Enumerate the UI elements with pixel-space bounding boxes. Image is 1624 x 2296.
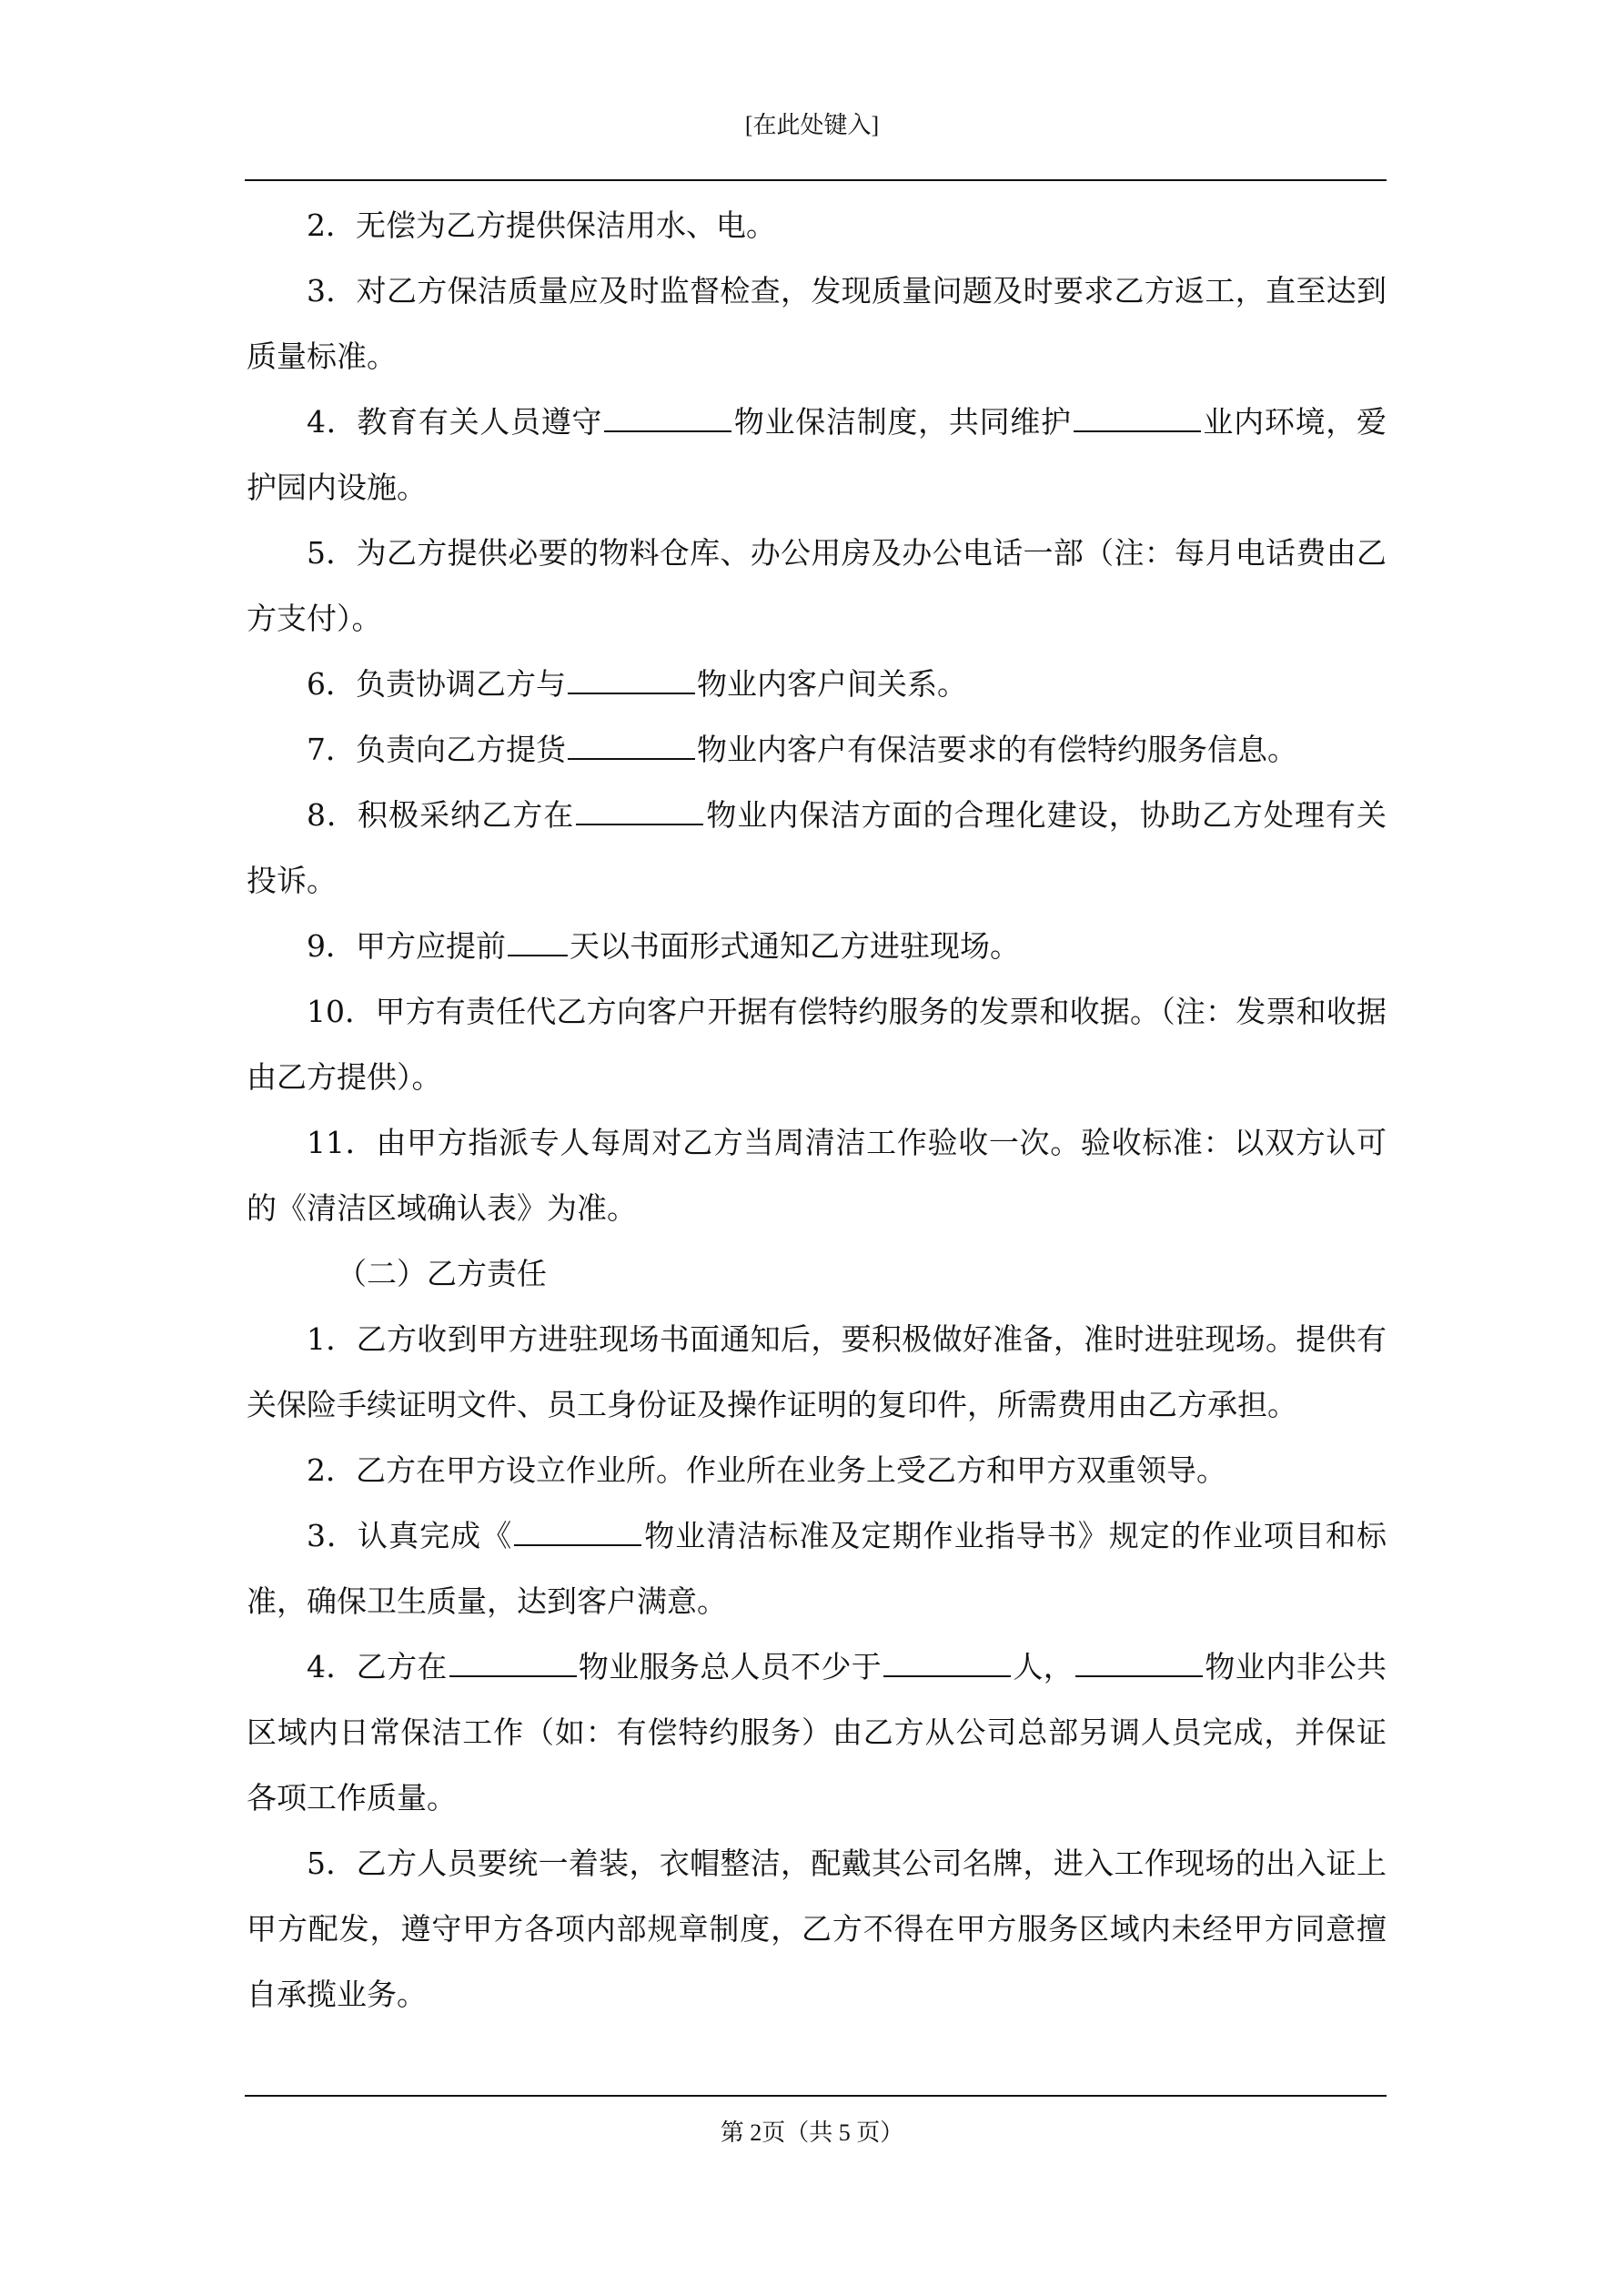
text-segment: 物业内保洁方面的合理化建设，协助乙方处理有关投诉。 — [247, 797, 1387, 898]
fill-in-blank — [1075, 1648, 1203, 1677]
clause-a5: 5．为乙方提供必要的物料仓库、办公用房及办公电话一部（注：每月电话费由乙方支付）。 — [247, 535, 1387, 636]
fill-in-blank — [514, 1517, 641, 1546]
text-segment: 业内环境，爱护园内设施。 — [247, 404, 1387, 505]
section-heading: （二）乙方责任 — [337, 1256, 547, 1291]
text-segment: 物业内客户有保洁要求的有偿特约服务信息。 — [697, 732, 1297, 767]
clause-a8 — [247, 783, 1387, 914]
clause-b5: 5．乙方人员要统一着装，衣帽整洁，配戴其公司名牌，进入工作现场的出入证上甲方配发，遵守甲方各项内部规章制度，乙方不得在甲方服务区域内未经甲方同意擅自承揽业务。 — [247, 1846, 1387, 2012]
page-header: [在此处键入] — [744, 112, 880, 138]
clause-b2: 2．乙方在甲方设立作业所。作业所在业务上受乙方和甲方双重领导。 — [307, 1452, 1226, 1488]
text-segment: 3．认真完成《 — [307, 1518, 513, 1553]
clause-a10: 10．甲方有责任代乙方向客户开据有偿特约服务的发票和收据。（注：发票和收据由乙方提供）。 — [247, 994, 1387, 1095]
text-segment: 物业内非公共区域内日常保洁工作（如：有偿特约服务）由乙方从公司总部另调人员完成，并保证各项工作质量。 — [247, 1649, 1387, 1816]
clause-a6 — [247, 652, 1387, 717]
fill-in-blank — [1074, 403, 1201, 432]
document-body — [247, 193, 1387, 2028]
page-number: 第 2页（共 5 页） — [720, 2119, 904, 2146]
fill-in-blank — [568, 665, 695, 694]
fill-in-blank — [883, 1648, 1011, 1677]
fill-in-blank — [604, 403, 731, 432]
text-segment: 物业清洁标准及定期作业指导书》规定的作业项目和标准，确保卫生质量，达到客户满意。 — [247, 1518, 1387, 1619]
text-segment: 人， — [1013, 1649, 1074, 1684]
fill-in-blank — [508, 927, 568, 956]
fill-in-blank — [449, 1648, 577, 1677]
clause-a3: 3．对乙方保洁质量应及时监督检查，发现质量问题及时要求乙方返工，直至达到质量标准。 — [247, 273, 1387, 374]
footer-rule — [245, 2095, 1387, 2097]
text-segment: 4．乙方在 — [307, 1649, 448, 1684]
header-rule — [245, 179, 1387, 181]
fill-in-blank — [576, 796, 703, 825]
text-segment: 物业服务总人员不少于 — [578, 1649, 883, 1684]
clause-a4 — [247, 389, 1387, 521]
text-segment: 8．积极采纳乙方在 — [307, 797, 575, 833]
fill-in-blank — [568, 731, 695, 760]
clause-b3 — [247, 1503, 1387, 1634]
clause-a11: 11．由甲方指派专人每周对乙方当周清洁工作验收一次。验收标准：以双方认可的《清洁区域确认表》为准。 — [247, 1125, 1387, 1226]
clause-a7 — [247, 717, 1387, 783]
text-segment: 7．负责向乙方提货 — [307, 732, 566, 767]
text-segment: 4．教育有关人员遵守 — [307, 404, 603, 440]
text-segment: 物业保洁制度，共同维护 — [733, 404, 1072, 440]
clause-a9 — [247, 914, 1387, 979]
text-segment: 物业内客户间关系。 — [697, 666, 967, 702]
text-segment: 9．甲方应提前 — [307, 928, 506, 964]
clause-b1: 1．乙方收到甲方进驻现场书面通知后，要积极做好准备，准时进驻现场。提供有关保险手续证明文件、员工身份证及操作证明的复印件，所需费用由乙方承担。 — [247, 1321, 1387, 1422]
clause-a2: 2．无偿为乙方提供保洁用水、电。 — [307, 207, 776, 243]
clause-b4 — [247, 1634, 1387, 1831]
text-segment: 6．负责协调乙方与 — [307, 666, 566, 702]
text-segment: 天以书面形式通知乙方进驻现场。 — [570, 928, 1020, 964]
